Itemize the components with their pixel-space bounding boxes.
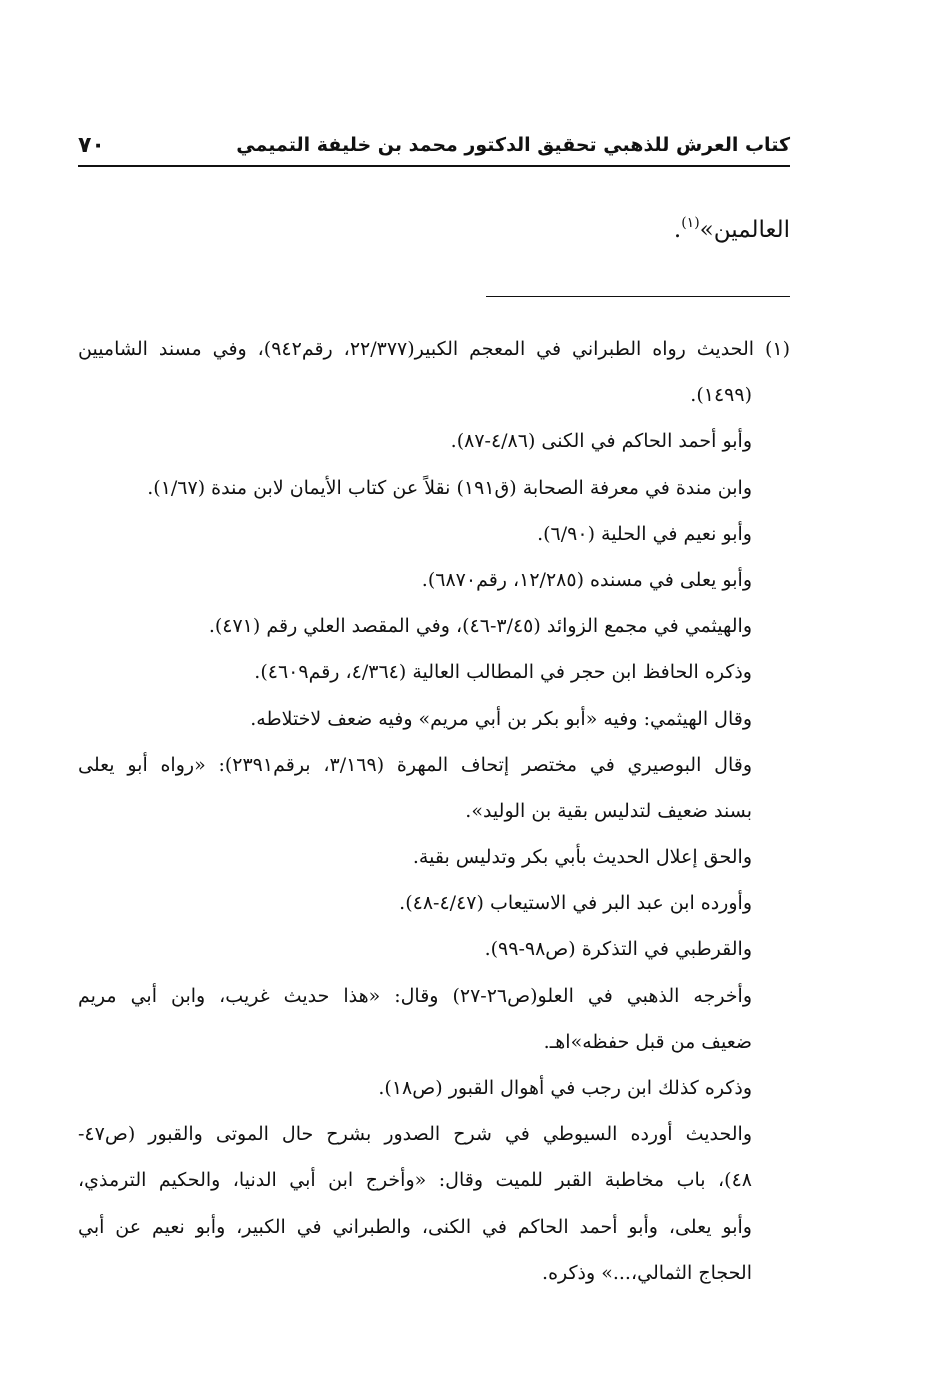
footnote-line: (١٤٩٩). [690,384,752,407]
footnote-line: الحجاج الثمالي،...» وذكره. [542,1261,752,1284]
footnote-line: وذكره كذلك ابن رجب في أهوال القبور (ص١٨). [378,1077,752,1099]
footnote-line: بسند ضعيف لتدليس بقية بن الوليد». [465,799,752,822]
main-text-end: . [673,217,682,243]
footnote-line: ضعيف من قبل حفظه»اهـ. [543,1030,752,1053]
footnote-line: وابن مندة في معرفة الصحابة (ق١٩١) نقلاً عن كتاب الأيمان لابن مندة (١/٦٧). [147,476,752,499]
footnote-line: والحديث أورده السيوطي في شرح الصدور بشرح حال الموتى والقبور (ص٤٧- [78,1123,752,1146]
footnote-line: وأخرجه الذهبي في العلو(ص٢٦-٢٧) وقال: «هذا حديث غريب، وابن أبي مريم [78,984,753,1007]
running-title: كتاب العرش للذهبي تحقيق الدكتور محمد بن خليفة التميمي [236,134,790,156]
footnote-line: والهيثمي في مجمع الزوائد (٣/٤٥-٤٦)، وفي المقصد العلي رقم (٤٧١). [208,615,752,638]
footnote-divider [486,296,790,297]
footnote-line: ٤٨)، باب مخاطبة القبر للميت وقال: «وأخرج ابن أبي الدنيا، والحكيم الترمذي، [78,1169,752,1192]
footnote-line: وأبو يعلى في مسنده (١٢/٢٨٥، رقم٦٨٧٠). [421,568,752,591]
footnote-line: وأورده ابن عبد البر في الاستيعاب (٤/٤٧-٤٨). [399,892,752,915]
header-divider [78,165,790,167]
page-header [78,128,790,162]
footnote-line: وذكره الحافظ ابن حجر في المطالب العالية (٤/٣٦٤، رقم٤٦٠٩). [254,661,752,684]
main-text [674,206,790,254]
main-text-body: العالمين» [699,217,790,243]
footnote-line: وأبو أحمد الحاكم في الكنى (٤/٨٦-٨٧). [450,430,752,453]
page-number: ٧٠ [78,132,105,158]
footnote-line: وأبو يعلى، وأبو أحمد الحاكم في الكنى، والطبراني في الكبير، وأبو نعيم عن أبي [78,1215,752,1238]
footnote-line: وقال البوصيري في مختصر إتحاف المهرة (٣/١٦٩، برقم٢٣٩١): «رواه أبو يعلى [78,753,752,776]
footnote-line: وقال الهيثمي: وفيه «أبو بكر بن أبي مريم» وفيه ضعف لاختلاطه. [250,707,752,730]
footnote-line: (١) الحديث رواه الطبراني في المعجم الكبير(٢٢/٣٧٧، رقم٩٤٢)، وفي مسند الشاميين [78,338,791,360]
footnote-reference: (١) [681,215,700,231]
footnote-line: والقرطبي في التذكرة (ص٩٨-٩٩). [484,938,752,961]
footnote-line: وأبو نعيم في الحلية (٦/٩٠). [537,522,752,545]
footnote-line: والحق إعلال الحديث بأبي بكر وتدليس بقية. [412,846,752,869]
footnotes [78,326,790,1296]
